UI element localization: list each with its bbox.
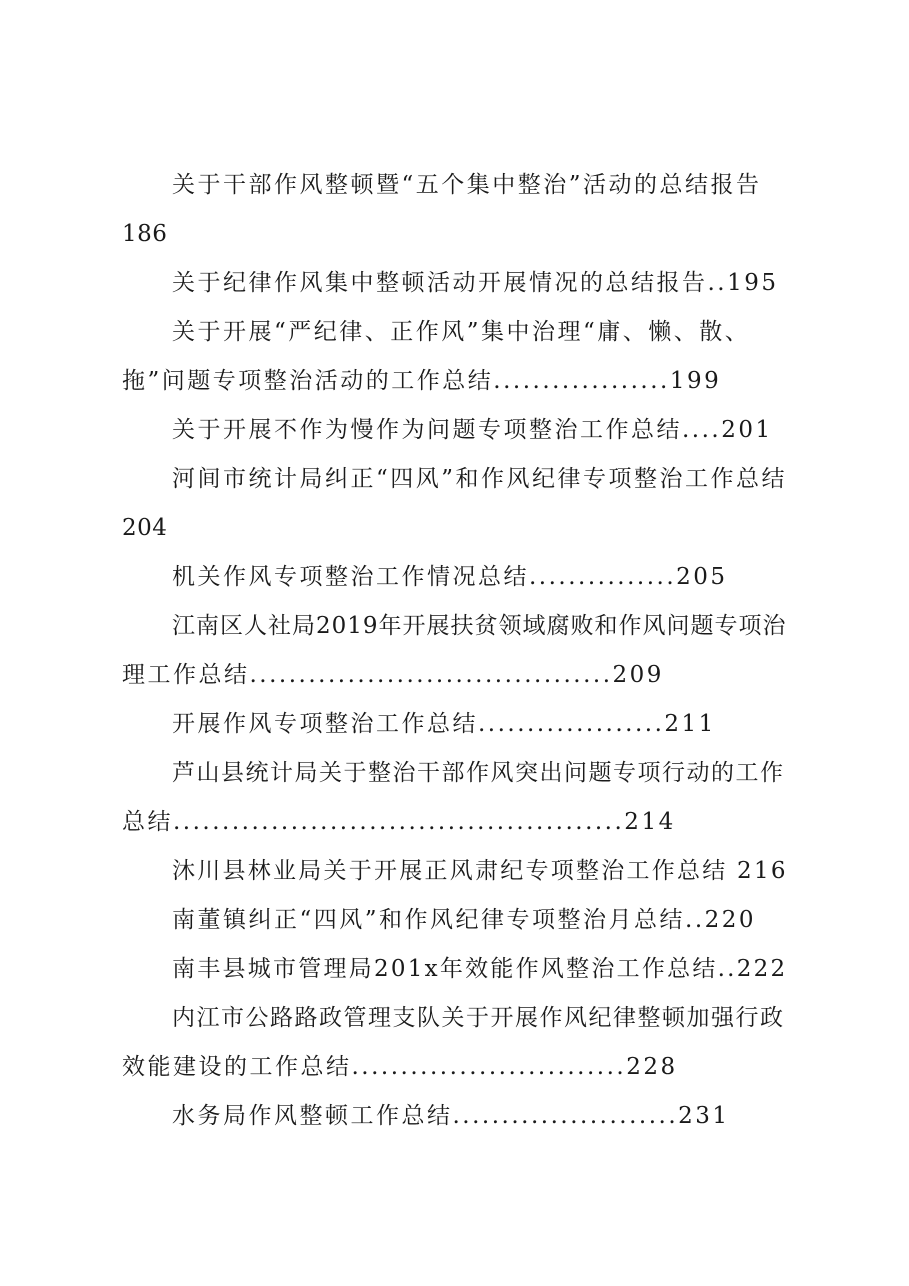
toc-entry-title-continuation[interactable]: 效能建设的工作总结............................228 — [122, 1054, 678, 1080]
toc-entry-title[interactable]: 关于干部作风整顿暨“五个集中整治”活动的总结报告 — [172, 172, 762, 198]
toc-entry-title[interactable]: 开展作风专项整治工作总结...................211 — [172, 711, 716, 737]
toc-entry-title[interactable]: 机关作风专项整治工作情况总结...............205 — [172, 564, 728, 590]
toc-entry-page: 186 — [122, 221, 168, 247]
toc-entry-title[interactable]: 水务局作风整顿工作总结.......................231 — [172, 1103, 730, 1129]
toc-entry-title[interactable]: 关于开展“严纪律、正作风”集中治理“庸、懒、散、 — [172, 319, 751, 345]
toc-entry-page: 204 — [122, 515, 168, 541]
toc-entry-title[interactable]: 南董镇纠正“四风”和作风纪律专项整治月总结..220 — [172, 907, 757, 933]
toc-entry-title[interactable]: 江南区人社局2019年开展扶贫领域腐败和作风问题专项治 — [172, 613, 787, 639]
toc-entry-title-continuation[interactable]: 理工作总结.....................................209 — [122, 662, 664, 688]
toc-entry-title[interactable]: 河间市统计局纠正“四风”和作风纪律专项整治工作总结 — [172, 466, 788, 492]
toc-entry-title[interactable]: 南丰县城市管理局201x年效能作风整治工作总结..222 — [172, 956, 788, 982]
toc-entry-title[interactable]: 沐川县林业局关于开展正风肃纪专项整治工作总结 216 — [172, 858, 788, 884]
toc-entry-title-continuation[interactable]: 总结..............................................214 — [122, 809, 676, 835]
toc-entry-title[interactable]: 内江市公路路政管理支队关于开展作风纪律整顿加强行政 — [172, 1005, 785, 1031]
toc-entry-title[interactable]: 关于开展不作为慢作为问题专项整治工作总结....201 — [172, 417, 773, 443]
toc-entry-title-continuation[interactable]: 拖”问题专项整治活动的工作总结..................199 — [122, 368, 722, 394]
toc-entry-title[interactable]: 芦山县统计局关于整治干部作风突出问题专项行动的工作 — [172, 760, 785, 786]
toc-entry-title[interactable]: 关于纪律作风集中整顿活动开展情况的总结报告..195 — [172, 270, 779, 296]
